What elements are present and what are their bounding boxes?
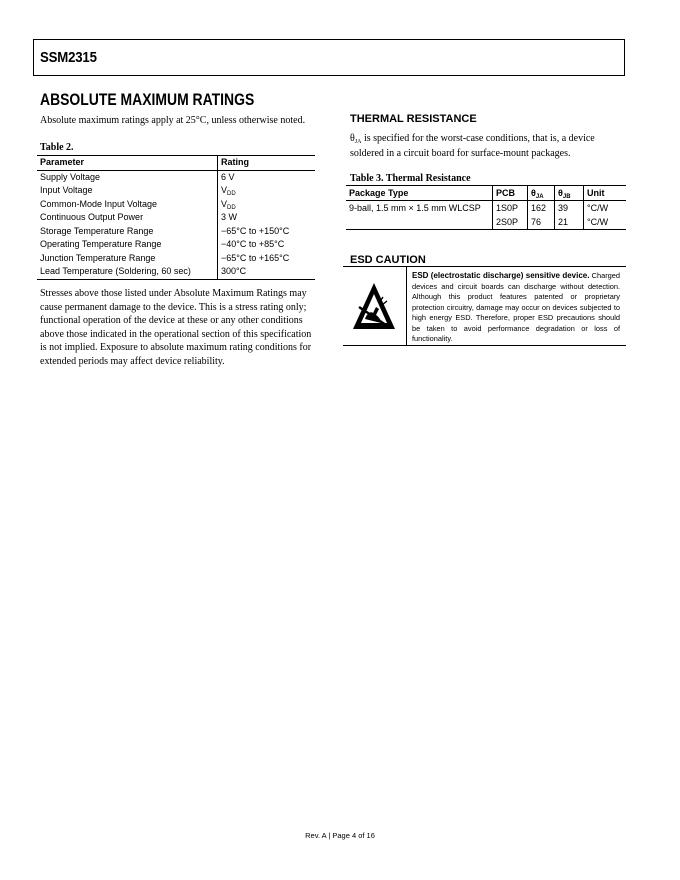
rating-cell (218, 198, 316, 212)
rating-cell: −65°C to +150°C (221, 225, 290, 236)
rating-cell: −40°C to +85°C (221, 239, 285, 249)
table-header-row (346, 186, 626, 201)
rating-cell (218, 184, 316, 198)
theta-subscript: JA (354, 139, 362, 145)
table-row (37, 170, 315, 184)
param-cell: Storage Temperature Range (37, 225, 218, 239)
jb-subscript: JB (562, 194, 571, 200)
rating-symbol: V (221, 198, 228, 209)
thermal-description-text: is specified for the worst-case conditions, that is, a device soldered in a circuit board for surface-mount packages. (350, 133, 595, 159)
page-footer: Rev. A | Page 4 of 16 (305, 831, 375, 840)
col-header-parameter: Parameter (37, 156, 218, 171)
table2-caption: Table 2. (40, 142, 74, 153)
theta-symbol: θ (350, 133, 355, 144)
thermal-resistance-heading: THERMAL RESISTANCE (350, 113, 477, 125)
param-cell: Continuous Output Power (37, 211, 218, 225)
rating-cell: 300°C (218, 265, 316, 279)
stress-paragraph: Stresses above those listed under Absolute Maximum Ratings may cause permanent damage to the device. This is a stress rating only; functional operation of the device at these or any other conditions above those indicated in the operational section of this specification is not implied. Exposure to absolute maximum rating conditions for extended periods may affect device reliability. (40, 288, 312, 367)
param-cell: Input Voltage (37, 184, 218, 198)
theta-jb-cell: 21 (555, 215, 584, 230)
col-header-theta-jb (555, 186, 584, 201)
rating-subscript: DD (227, 191, 236, 197)
thermal-description (350, 131, 630, 161)
table-row (37, 238, 315, 252)
theta-ja-cell: 76 (528, 215, 555, 230)
col-header-package-type: Package Type (346, 186, 493, 201)
table3-caption: Table 3. Thermal Resistance (350, 173, 471, 184)
esd-caution-heading: ESD CAUTION (350, 254, 426, 266)
rating-symbol: V (221, 185, 228, 195)
theta-symbol: θ (558, 188, 563, 198)
ja-subscript: JA (535, 194, 544, 200)
param-cell: Common-Mode Input Voltage (37, 198, 218, 212)
page-title: ABSOLUTE MAXIMUM RATINGS (40, 90, 255, 109)
header-box (33, 39, 625, 76)
table-row (37, 252, 315, 266)
rating-subscript: DD (227, 204, 236, 211)
esd-caution-box (343, 266, 626, 346)
table-row (37, 184, 315, 198)
table-row (37, 265, 315, 279)
rating-cell: −65°C to +165°C (221, 252, 290, 263)
unit-cell: °C/W (584, 215, 627, 230)
esd-warning-icon (343, 267, 406, 345)
esd-caution-body: Charged devices and circuit boards can discharge without detection. Although this product features patented or proprietary protection circuitry, damage may occur on devices subjected to high energy ESD. Therefore, proper ESD precautions should be taken to avoid performance degradation or loss of functionality. (412, 271, 620, 343)
param-cell: Supply Voltage (37, 170, 218, 184)
document-part-number: SSM2315 (40, 49, 97, 66)
col-header-unit: Unit (584, 186, 627, 201)
param-cell: Lead Temperature (Soldering, 60 sec) (37, 265, 218, 279)
package-cell (346, 215, 493, 230)
col-header-pcb: PCB (493, 186, 528, 201)
table-row (37, 225, 315, 239)
table-row (346, 215, 626, 230)
col-header-rating: Rating (218, 156, 316, 171)
theta-symbol: θ (531, 188, 536, 198)
pcb-cell: 2S0P (493, 215, 528, 230)
rating-cell: 6 V (221, 171, 235, 182)
theta-ja-cell: 162 (528, 201, 555, 216)
table-row (346, 201, 626, 216)
package-cell: 9-ball, 1.5 mm × 1.5 mm WLCSP (346, 201, 493, 216)
theta-jb-cell: 39 (555, 201, 584, 216)
intro-text: Absolute maximum ratings apply at 25°C, unless otherwise noted. (40, 115, 306, 126)
absolute-max-ratings-table (37, 155, 315, 280)
esd-icon-cell (343, 267, 407, 345)
param-cell: Junction Temperature Range (37, 252, 218, 266)
table-row (37, 211, 315, 225)
esd-caution-bold: ESD (electrostatic discharge) sensitive device. (412, 271, 590, 280)
unit-cell: °C/W (587, 203, 609, 213)
param-cell: Operating Temperature Range (37, 238, 218, 252)
table-row (37, 198, 315, 212)
pcb-cell: 1S0P (493, 201, 528, 216)
table-header-row (37, 156, 315, 171)
col-header-theta-ja (528, 186, 555, 201)
thermal-resistance-table (346, 185, 626, 230)
rating-cell: 3 W (221, 212, 238, 222)
esd-caution-text (412, 271, 620, 345)
